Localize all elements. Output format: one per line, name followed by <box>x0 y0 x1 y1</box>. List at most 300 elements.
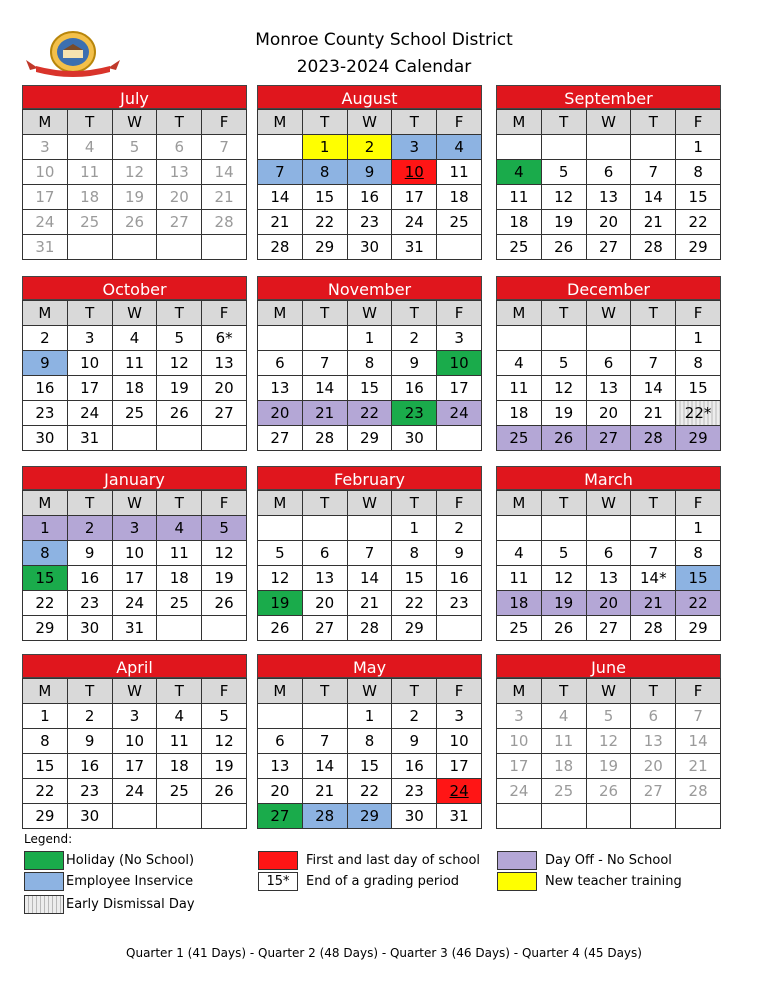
day-cell: 8 <box>23 541 68 566</box>
day-cell: 25 <box>437 210 482 235</box>
weekday-header: M <box>497 110 542 135</box>
weekday-header: F <box>437 679 482 704</box>
day-cell <box>497 804 542 829</box>
day-cell: 25 <box>67 210 112 235</box>
day-cell: 11 <box>541 729 586 754</box>
day-cell: 23 <box>67 779 112 804</box>
day-cell: 25 <box>497 616 542 641</box>
day-cell: 18 <box>497 591 542 616</box>
day-cell: 25 <box>541 779 586 804</box>
weekday-header: F <box>676 491 721 516</box>
weekday-header: W <box>112 491 157 516</box>
day-cell: 28 <box>302 426 347 451</box>
weekday-header: F <box>676 679 721 704</box>
weekday-header: W <box>586 110 631 135</box>
day-cell: 28 <box>631 235 676 260</box>
quarter-summary: Quarter 1 (41 Days) - Quarter 2 (48 Days) - Quarter 3 (46 Days) - Quarter 4 (45 Days) <box>126 946 642 960</box>
day-cell: 18 <box>437 185 482 210</box>
day-cell: 27 <box>586 616 631 641</box>
day-cell: 2 <box>67 704 112 729</box>
day-cell: 2 <box>67 516 112 541</box>
day-cell: 9 <box>437 541 482 566</box>
day-cell: 7 <box>631 160 676 185</box>
day-cell: 23 <box>23 401 68 426</box>
day-cell <box>437 235 482 260</box>
early-dismissal-swatch <box>24 895 64 914</box>
day-cell: 28 <box>631 426 676 451</box>
month-january <box>22 466 247 641</box>
day-cell: 10 <box>437 351 482 376</box>
day-cell: 6* <box>202 326 247 351</box>
day-cell: 21 <box>347 591 392 616</box>
day-cell: 19 <box>112 185 157 210</box>
day-cell <box>586 326 631 351</box>
day-cell <box>112 804 157 829</box>
day-cell: 23 <box>392 779 437 804</box>
day-cell <box>302 516 347 541</box>
weekday-header: M <box>497 301 542 326</box>
day-cell: 9 <box>392 729 437 754</box>
day-cell: 10 <box>112 729 157 754</box>
weekday-header: W <box>586 301 631 326</box>
day-cell: 4 <box>541 704 586 729</box>
weekday-header: T <box>392 301 437 326</box>
weekday-header: T <box>67 491 112 516</box>
day-cell: 3 <box>497 704 542 729</box>
month-header: December <box>496 276 721 300</box>
day-cell <box>202 426 247 451</box>
day-cell: 17 <box>23 185 68 210</box>
day-cell: 22 <box>302 210 347 235</box>
day-cell: 31 <box>112 616 157 641</box>
day-cell: 22 <box>676 210 721 235</box>
day-cell: 2 <box>347 135 392 160</box>
weekday-header: T <box>302 491 347 516</box>
day-cell <box>258 704 303 729</box>
day-cell: 18 <box>67 185 112 210</box>
day-cell: 26 <box>202 779 247 804</box>
day-cell: 15 <box>392 566 437 591</box>
day-cell: 26 <box>112 210 157 235</box>
day-cell: 16 <box>23 376 68 401</box>
day-cell <box>437 616 482 641</box>
weekday-header: W <box>586 679 631 704</box>
day-cell: 3 <box>23 135 68 160</box>
day-cell <box>258 516 303 541</box>
day-cell: 28 <box>676 779 721 804</box>
month-december <box>496 276 721 451</box>
day-cell: 29 <box>347 804 392 829</box>
day-cell <box>541 804 586 829</box>
dayoff-swatch <box>497 851 537 870</box>
day-cell <box>157 426 202 451</box>
day-cell: 21 <box>631 401 676 426</box>
legend-text: New teacher training <box>545 874 682 889</box>
day-cell <box>631 326 676 351</box>
day-cell: 11 <box>157 541 202 566</box>
holiday-swatch <box>24 851 64 870</box>
day-cell: 23 <box>392 401 437 426</box>
weekday-header: T <box>157 491 202 516</box>
day-cell: 5 <box>202 704 247 729</box>
month-header: January <box>22 466 247 490</box>
day-cell: 19 <box>258 591 303 616</box>
day-cell: 24 <box>497 779 542 804</box>
day-cell: 13 <box>157 160 202 185</box>
day-cell: 11 <box>437 160 482 185</box>
weekday-header: M <box>23 679 68 704</box>
weekday-header: T <box>157 301 202 326</box>
day-cell <box>157 235 202 260</box>
day-cell <box>157 804 202 829</box>
day-cell: 11 <box>67 160 112 185</box>
day-cell: 29 <box>676 426 721 451</box>
day-cell: 22* <box>676 401 721 426</box>
day-cell: 20 <box>157 185 202 210</box>
day-cell: 16 <box>392 754 437 779</box>
day-cell: 5 <box>586 704 631 729</box>
month-header: August <box>257 85 482 109</box>
day-cell: 11 <box>112 351 157 376</box>
day-cell: 23 <box>437 591 482 616</box>
day-cell: 16 <box>67 754 112 779</box>
day-cell: 8 <box>676 351 721 376</box>
day-cell: 6 <box>157 135 202 160</box>
day-cell <box>541 326 586 351</box>
day-cell: 15 <box>347 376 392 401</box>
day-cell: 7 <box>302 729 347 754</box>
day-cell: 28 <box>302 804 347 829</box>
day-cell: 6 <box>586 541 631 566</box>
page-subtitle: 2023-2024 Calendar <box>296 57 472 77</box>
day-cell: 4 <box>157 516 202 541</box>
weekday-header: M <box>258 110 303 135</box>
day-cell: 16 <box>437 566 482 591</box>
day-cell: 14* <box>631 566 676 591</box>
day-cell: 31 <box>437 804 482 829</box>
day-cell: 7 <box>347 541 392 566</box>
day-cell: 13 <box>586 376 631 401</box>
day-cell <box>541 516 586 541</box>
day-cell: 25 <box>112 401 157 426</box>
day-cell: 20 <box>631 754 676 779</box>
weekday-header: T <box>67 679 112 704</box>
day-cell: 12 <box>586 729 631 754</box>
weekday-header: W <box>112 679 157 704</box>
weekday-header: F <box>202 679 247 704</box>
month-header: September <box>496 85 721 109</box>
weekday-header: T <box>541 491 586 516</box>
month-header: March <box>496 466 721 490</box>
day-cell: 30 <box>23 426 68 451</box>
day-cell: 19 <box>541 401 586 426</box>
weekday-header: F <box>676 301 721 326</box>
day-cell: 12 <box>202 541 247 566</box>
day-cell: 15 <box>347 754 392 779</box>
day-cell: 22 <box>23 591 68 616</box>
weekday-header: F <box>676 110 721 135</box>
day-cell: 20 <box>258 401 303 426</box>
day-cell: 8 <box>23 729 68 754</box>
day-cell: 29 <box>347 426 392 451</box>
day-cell: 14 <box>202 160 247 185</box>
day-cell: 1 <box>392 516 437 541</box>
day-cell: 14 <box>631 376 676 401</box>
day-cell: 10 <box>112 541 157 566</box>
day-cell: 16 <box>347 185 392 210</box>
weekday-header: T <box>631 110 676 135</box>
day-cell: 18 <box>497 210 542 235</box>
day-cell <box>437 426 482 451</box>
inservice-swatch <box>24 872 64 891</box>
day-cell: 25 <box>497 426 542 451</box>
day-cell: 3 <box>112 516 157 541</box>
day-cell: 24 <box>392 210 437 235</box>
day-cell <box>202 235 247 260</box>
day-cell: 19 <box>157 376 202 401</box>
month-header: February <box>257 466 482 490</box>
day-cell <box>112 426 157 451</box>
weekday-header: W <box>112 110 157 135</box>
month-header: April <box>22 654 247 678</box>
day-cell: 2 <box>23 326 68 351</box>
day-cell: 6 <box>258 351 303 376</box>
day-cell: 9 <box>347 160 392 185</box>
day-cell: 11 <box>497 566 542 591</box>
day-cell: 23 <box>67 591 112 616</box>
day-cell: 27 <box>631 779 676 804</box>
weekday-header: T <box>67 110 112 135</box>
day-cell: 14 <box>302 376 347 401</box>
first-last-swatch <box>258 851 298 870</box>
day-cell: 13 <box>586 566 631 591</box>
weekday-header: T <box>631 491 676 516</box>
day-cell: 1 <box>347 326 392 351</box>
day-cell: 31 <box>23 235 68 260</box>
day-cell: 12 <box>202 729 247 754</box>
day-cell: 7 <box>676 704 721 729</box>
day-cell: 6 <box>302 541 347 566</box>
day-cell: 6 <box>258 729 303 754</box>
day-cell: 2 <box>392 326 437 351</box>
weekday-header: T <box>302 301 347 326</box>
day-cell: 26 <box>541 426 586 451</box>
day-cell: 8 <box>392 541 437 566</box>
day-cell <box>202 616 247 641</box>
day-cell <box>112 235 157 260</box>
day-cell: 13 <box>258 376 303 401</box>
day-cell <box>67 235 112 260</box>
day-cell: 18 <box>497 401 542 426</box>
day-cell: 29 <box>392 616 437 641</box>
day-cell: 5 <box>202 516 247 541</box>
day-cell: 10 <box>437 729 482 754</box>
day-cell: 27 <box>586 426 631 451</box>
day-cell: 17 <box>112 754 157 779</box>
day-cell <box>258 326 303 351</box>
month-february <box>257 466 482 641</box>
day-cell: 26 <box>157 401 202 426</box>
day-cell: 3 <box>112 704 157 729</box>
day-cell: 7 <box>631 541 676 566</box>
weekday-header: M <box>258 679 303 704</box>
legend-text: Day Off - No School <box>545 853 672 868</box>
day-cell: 20 <box>202 376 247 401</box>
day-cell <box>302 326 347 351</box>
weekday-header: F <box>437 110 482 135</box>
day-cell: 27 <box>157 210 202 235</box>
weekday-header: M <box>258 491 303 516</box>
day-cell: 17 <box>437 376 482 401</box>
day-cell: 27 <box>202 401 247 426</box>
day-cell: 11 <box>497 376 542 401</box>
weekday-header: W <box>347 491 392 516</box>
day-cell: 4 <box>437 135 482 160</box>
day-cell: 5 <box>258 541 303 566</box>
day-cell: 26 <box>258 616 303 641</box>
day-cell: 27 <box>258 804 303 829</box>
weekday-header: W <box>586 491 631 516</box>
legend-text: Holiday (No School) <box>66 853 195 868</box>
day-cell: 14 <box>676 729 721 754</box>
weekday-header: M <box>23 491 68 516</box>
month-november <box>257 276 482 451</box>
day-cell: 19 <box>541 210 586 235</box>
day-cell: 12 <box>541 566 586 591</box>
day-cell: 1 <box>676 516 721 541</box>
day-cell <box>497 135 542 160</box>
day-cell <box>586 804 631 829</box>
day-cell: 29 <box>23 616 68 641</box>
day-cell: 18 <box>112 376 157 401</box>
day-cell <box>676 804 721 829</box>
day-cell: 25 <box>497 235 542 260</box>
day-cell: 10 <box>392 160 437 185</box>
day-cell: 8 <box>302 160 347 185</box>
day-cell: 30 <box>392 426 437 451</box>
day-cell: 4 <box>67 135 112 160</box>
weekday-header: T <box>157 110 202 135</box>
day-cell: 14 <box>631 185 676 210</box>
day-cell: 15 <box>676 566 721 591</box>
weekday-header: T <box>67 301 112 326</box>
day-cell: 20 <box>302 591 347 616</box>
weekday-header: T <box>541 679 586 704</box>
day-cell: 1 <box>23 704 68 729</box>
day-cell: 29 <box>23 804 68 829</box>
day-cell <box>586 135 631 160</box>
day-cell: 15 <box>23 566 68 591</box>
day-cell: 6 <box>631 704 676 729</box>
day-cell: 31 <box>392 235 437 260</box>
day-cell: 21 <box>631 210 676 235</box>
month-september <box>496 85 721 260</box>
weekday-header: T <box>541 301 586 326</box>
weekday-header: T <box>631 679 676 704</box>
day-cell: 5 <box>112 135 157 160</box>
day-cell: 17 <box>392 185 437 210</box>
day-cell: 21 <box>676 754 721 779</box>
day-cell: 29 <box>302 235 347 260</box>
day-cell: 2 <box>392 704 437 729</box>
weekday-header: F <box>437 301 482 326</box>
day-cell: 28 <box>631 616 676 641</box>
day-cell: 22 <box>347 779 392 804</box>
weekday-header: T <box>157 679 202 704</box>
day-cell: 15 <box>302 185 347 210</box>
day-cell: 4 <box>157 704 202 729</box>
weekday-header: F <box>202 491 247 516</box>
day-cell: 29 <box>676 235 721 260</box>
day-cell: 22 <box>347 401 392 426</box>
day-cell: 18 <box>157 754 202 779</box>
weekday-header: M <box>258 301 303 326</box>
day-cell: 13 <box>202 351 247 376</box>
day-cell: 21 <box>302 779 347 804</box>
day-cell: 12 <box>541 185 586 210</box>
day-cell <box>347 516 392 541</box>
day-cell: 17 <box>112 566 157 591</box>
day-cell: 22 <box>23 779 68 804</box>
day-cell: 4 <box>497 541 542 566</box>
weekday-header: T <box>392 110 437 135</box>
legend-text: Early Dismissal Day <box>66 897 195 912</box>
day-cell: 26 <box>541 616 586 641</box>
day-cell: 30 <box>67 616 112 641</box>
day-cell: 10 <box>23 160 68 185</box>
day-cell: 1 <box>23 516 68 541</box>
month-may <box>257 654 482 829</box>
month-header: May <box>257 654 482 678</box>
day-cell: 12 <box>258 566 303 591</box>
day-cell: 3 <box>392 135 437 160</box>
month-header: June <box>496 654 721 678</box>
day-cell: 5 <box>541 541 586 566</box>
weekday-header: T <box>392 679 437 704</box>
day-cell: 12 <box>157 351 202 376</box>
day-cell: 9 <box>67 729 112 754</box>
day-cell: 14 <box>347 566 392 591</box>
day-cell: 4 <box>497 160 542 185</box>
day-cell: 7 <box>302 351 347 376</box>
day-cell: 24 <box>23 210 68 235</box>
weekday-header: F <box>437 491 482 516</box>
day-cell: 3 <box>437 326 482 351</box>
day-cell: 6 <box>586 160 631 185</box>
day-cell: 26 <box>541 235 586 260</box>
month-april <box>22 654 247 829</box>
day-cell: 8 <box>347 351 392 376</box>
day-cell: 21 <box>258 210 303 235</box>
weekday-header: T <box>302 679 347 704</box>
day-cell: 1 <box>676 135 721 160</box>
day-cell <box>302 704 347 729</box>
day-cell: 1 <box>676 326 721 351</box>
day-cell: 5 <box>541 351 586 376</box>
month-july <box>22 85 247 260</box>
legend-label: Legend: <box>24 832 73 846</box>
day-cell: 30 <box>392 804 437 829</box>
weekday-header: M <box>23 110 68 135</box>
day-cell <box>202 804 247 829</box>
weekday-header: T <box>302 110 347 135</box>
day-cell <box>157 616 202 641</box>
day-cell: 4 <box>112 326 157 351</box>
day-cell: 19 <box>202 566 247 591</box>
day-cell: 22 <box>676 591 721 616</box>
day-cell: 13 <box>258 754 303 779</box>
weekday-header: M <box>23 301 68 326</box>
